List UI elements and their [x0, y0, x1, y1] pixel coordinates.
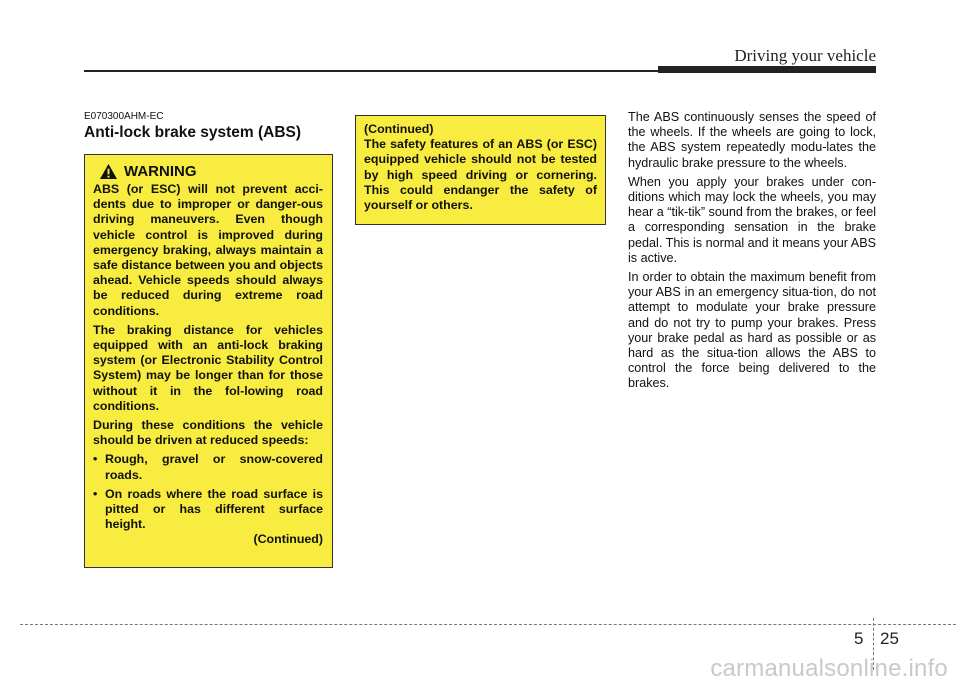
- section-code: E070300AHM-EC: [84, 111, 164, 122]
- section-title: Anti-lock brake system (ABS): [84, 124, 302, 141]
- header-title: Driving your vehicle: [734, 46, 876, 65]
- warning-paragraph: The braking distance for vehicles equipped with an anti-lock braking system (or Electronic Stability Control System) may be longer than for those without it in the fol-lowing road conditions.: [93, 322, 323, 413]
- right-column: [628, 110, 876, 396]
- footer-rule: [20, 624, 956, 625]
- page-section-number: 5: [854, 629, 864, 648]
- warning-paragraph: ABS (or ESC) will not prevent acci-dents due to improper or danger-ous driving maneuvers. Even though vehicle control is improved during emergency braking, always maintain a safe distance between you and objects ahead. Vehicle speeds should always be reduced during extreme road conditions.: [93, 182, 323, 318]
- continued-heading: (Continued): [364, 122, 434, 136]
- watermark: carmanualsonline.info: [710, 655, 948, 682]
- warning-bullet: • On roads where the road surface is pitted or has different surface height.: [93, 487, 323, 533]
- body-paragraph: The ABS continuously senses the speed of the wheels. If the wheels are going to lock, the ABS system repeatedly modu-lates the hydraulic brake pressure to the wheels.: [628, 110, 876, 170]
- warning-box: [84, 154, 333, 568]
- warning-header: [99, 163, 323, 180]
- continued-box: [355, 115, 606, 225]
- continued-text: The safety features of an ABS (or ESC) equipped vehicle should not be tested by high speed driving or cornering. This could endanger the safety of yourself or others.: [364, 137, 597, 213]
- warning-title: WARNING: [124, 162, 197, 180]
- body-paragraph: When you apply your brakes under con-ditions which may lock the wheels, you may hear a “tik-tik” sound from the brakes, or feel a corresponding sensation in the brake pedal. This is normal and it means your ABS is active.: [628, 174, 876, 265]
- warning-continued-label: (Continued): [253, 532, 323, 547]
- warning-paragraph: During these conditions the vehicle should be driven at reduced speeds:: [93, 418, 323, 448]
- warning-triangle-icon: [99, 163, 118, 180]
- page-number: 25: [880, 629, 899, 648]
- warning-bullet: • Rough, gravel or snow-covered roads.: [93, 452, 323, 482]
- header-rule-accent: [658, 66, 876, 73]
- body-paragraph: In order to obtain the maximum benefit from your ABS in an emergency situa-tion, do not attempt to modulate your brake pressure and do not try to pump your brakes. Press your brake pedal as hard as possible or as hard as the situa-tion allows the ABS to control the force being delivered to the brakes.: [628, 270, 876, 391]
- warning-bullet-list: [93, 452, 323, 532]
